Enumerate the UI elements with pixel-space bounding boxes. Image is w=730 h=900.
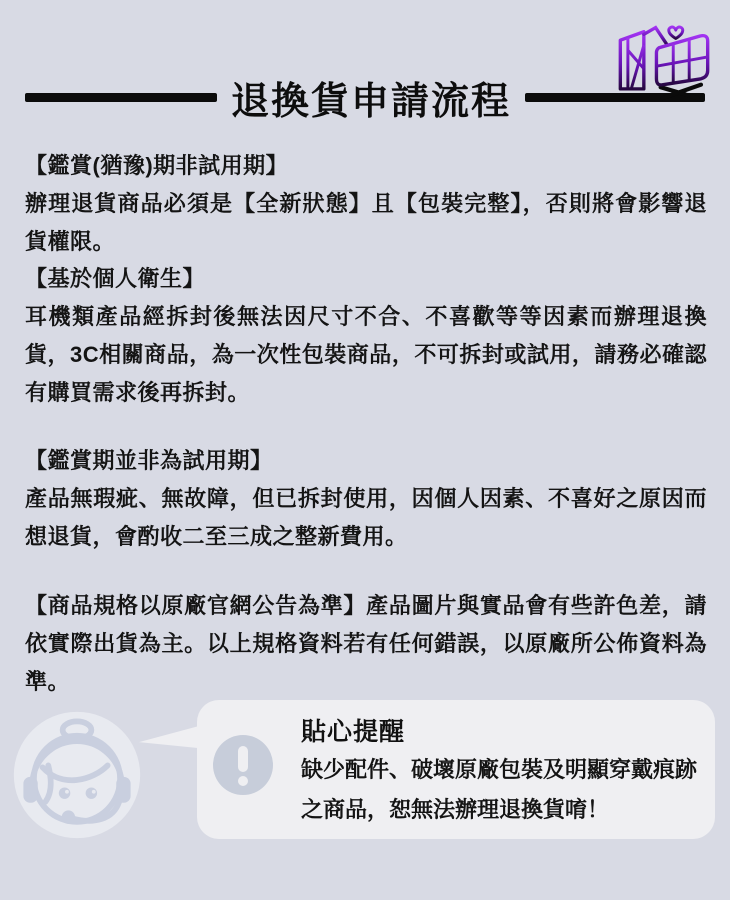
paragraph-body: 耳機類產品經拆封後無法因尺寸不合、不喜歡等等因素而辦理退換貨，3C相關商品，為一次性包裝商品，不可拆封或試用，請務必確認有購買需求後再拆封。 bbox=[25, 304, 707, 405]
policy-paragraph bbox=[25, 442, 707, 556]
notice-body: 缺少配件、破壞原廠包裝及明顯穿戴痕跡之商品，恕無法辦理退換貨唷！ bbox=[301, 757, 698, 822]
alert-icon bbox=[213, 735, 273, 795]
title-rule-left bbox=[25, 93, 217, 102]
paragraph-body: 產品無瑕疵、無故障，但已拆封使用，因個人因素、不喜好之原因而想退貨，會酌收二至三成之整新費用。 bbox=[25, 486, 707, 549]
paragraph-heading: 【鑑賞(猶豫)期非試用期】 bbox=[25, 153, 289, 178]
page-title: 退換貨申請流程 bbox=[231, 80, 512, 123]
policy-paragraph bbox=[25, 587, 707, 701]
speech-bubble-tail bbox=[139, 726, 199, 752]
paragraph-body: 【商品規格以原廠官網公告為準】產品圖片與實品會有些許色差，請依實際出貨為主。以上規格資料若有任何錯誤，以原廠所公佈資料為準。 bbox=[25, 593, 707, 694]
paragraph-heading: 【基於個人衛生】 bbox=[25, 266, 206, 291]
support-agent-icon bbox=[10, 708, 144, 842]
notice-title: 貼心提醒 bbox=[301, 718, 406, 746]
header bbox=[25, 74, 705, 123]
notice-bubble bbox=[197, 700, 715, 839]
policy-paragraph bbox=[25, 147, 707, 261]
paragraph-heading: 【鑑賞期並非為試用期】 bbox=[25, 448, 273, 473]
brand-logo-icon bbox=[610, 20, 718, 104]
policy-paragraph bbox=[25, 260, 707, 412]
paragraph-body: 辦理退貨商品必須是【全新狀態】且【包裝完整】，否則將會影響退貨權限。 bbox=[25, 191, 707, 254]
